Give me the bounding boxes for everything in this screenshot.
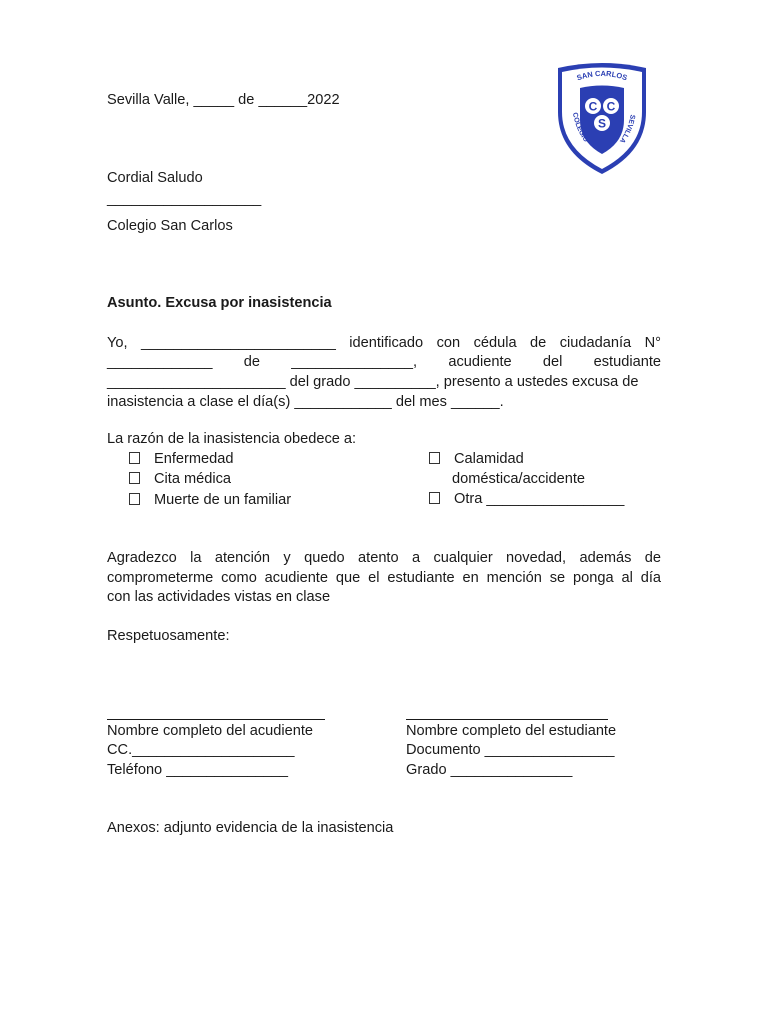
checkbox-icon[interactable] bbox=[129, 493, 140, 505]
crest-letter-s: S bbox=[597, 116, 607, 131]
crest-top-text: SAN CARLOS bbox=[575, 68, 629, 83]
reason-option-calamity[interactable] bbox=[429, 449, 524, 469]
body-line-4: inasistencia a clase el día(s) ____________ del mes ______. bbox=[107, 394, 504, 410]
reason-label: Otra _________________ bbox=[454, 491, 625, 507]
reason-label-calamity-continued: doméstica/accidente bbox=[452, 471, 586, 487]
guardian-signature-line bbox=[107, 719, 325, 720]
student-document-label: Documento ________________ bbox=[406, 742, 615, 758]
checkbox-icon[interactable] bbox=[429, 452, 440, 464]
closing-line-2: comprometerme como acudiente que el estudiante en mención se ponga al día bbox=[107, 570, 661, 586]
place-date-line: Sevilla Valle, _____ de ______2022 bbox=[107, 92, 340, 108]
reason-option-illness[interactable] bbox=[129, 449, 234, 469]
farewell: Respetuosamente: bbox=[107, 628, 230, 644]
closing-line-1: Agradezco la atención y quedo atento a cualquier novedad, además de bbox=[107, 550, 661, 566]
closing-line-3: con las actividades vistas en clase bbox=[107, 589, 331, 605]
reason-label: Enfermedad bbox=[154, 451, 234, 467]
guardian-id-label: CC.____________________ bbox=[107, 742, 295, 758]
reason-label: Muerte de un familiar bbox=[154, 492, 292, 508]
body-line-1: Yo, ________________________ identificado con cédula de ciudadanía N° bbox=[107, 335, 661, 351]
crest-left-text: COLEGIO bbox=[570, 111, 590, 144]
recipient-name-blank: ___________________ bbox=[107, 191, 262, 207]
reason-label: Cita médica bbox=[154, 471, 232, 487]
reason-label: Calamidad bbox=[454, 451, 524, 467]
student-grade-label: Grado _______________ bbox=[406, 762, 573, 778]
checkbox-icon[interactable] bbox=[129, 472, 140, 484]
reasons-intro: La razón de la inasistencia obedece a: bbox=[107, 431, 357, 447]
checkbox-icon[interactable] bbox=[129, 452, 140, 464]
guardian-phone-label: Teléfono _______________ bbox=[107, 762, 288, 778]
student-name-label: Nombre completo del estudiante bbox=[406, 723, 617, 739]
reason-option-medical-appointment[interactable] bbox=[129, 469, 231, 489]
reason-option-other[interactable] bbox=[429, 489, 624, 509]
student-signature-line bbox=[406, 719, 608, 720]
crest-letter-c1: C bbox=[588, 99, 598, 114]
body-line-2: _____________ de _______________, acudiente del estudiante bbox=[107, 354, 661, 370]
body-line-3: ______________________ del grado __________, presento a ustedes excusa de bbox=[107, 374, 639, 390]
recipient-school: Colegio San Carlos bbox=[107, 218, 233, 234]
greeting: Cordial Saludo bbox=[107, 170, 203, 186]
checkbox-icon[interactable] bbox=[429, 492, 440, 504]
subject-line: Asunto. Excusa por inasistencia bbox=[107, 295, 332, 311]
annex-note: Anexos: adjunto evidencia de la inasistencia bbox=[107, 820, 394, 836]
school-crest-logo bbox=[552, 62, 652, 177]
crest-right-text: SEVILLA bbox=[617, 113, 636, 145]
guardian-name-label: Nombre completo del acudiente bbox=[107, 723, 314, 739]
reason-option-family-death[interactable] bbox=[129, 490, 291, 510]
crest-letter-c2: C bbox=[606, 99, 616, 114]
